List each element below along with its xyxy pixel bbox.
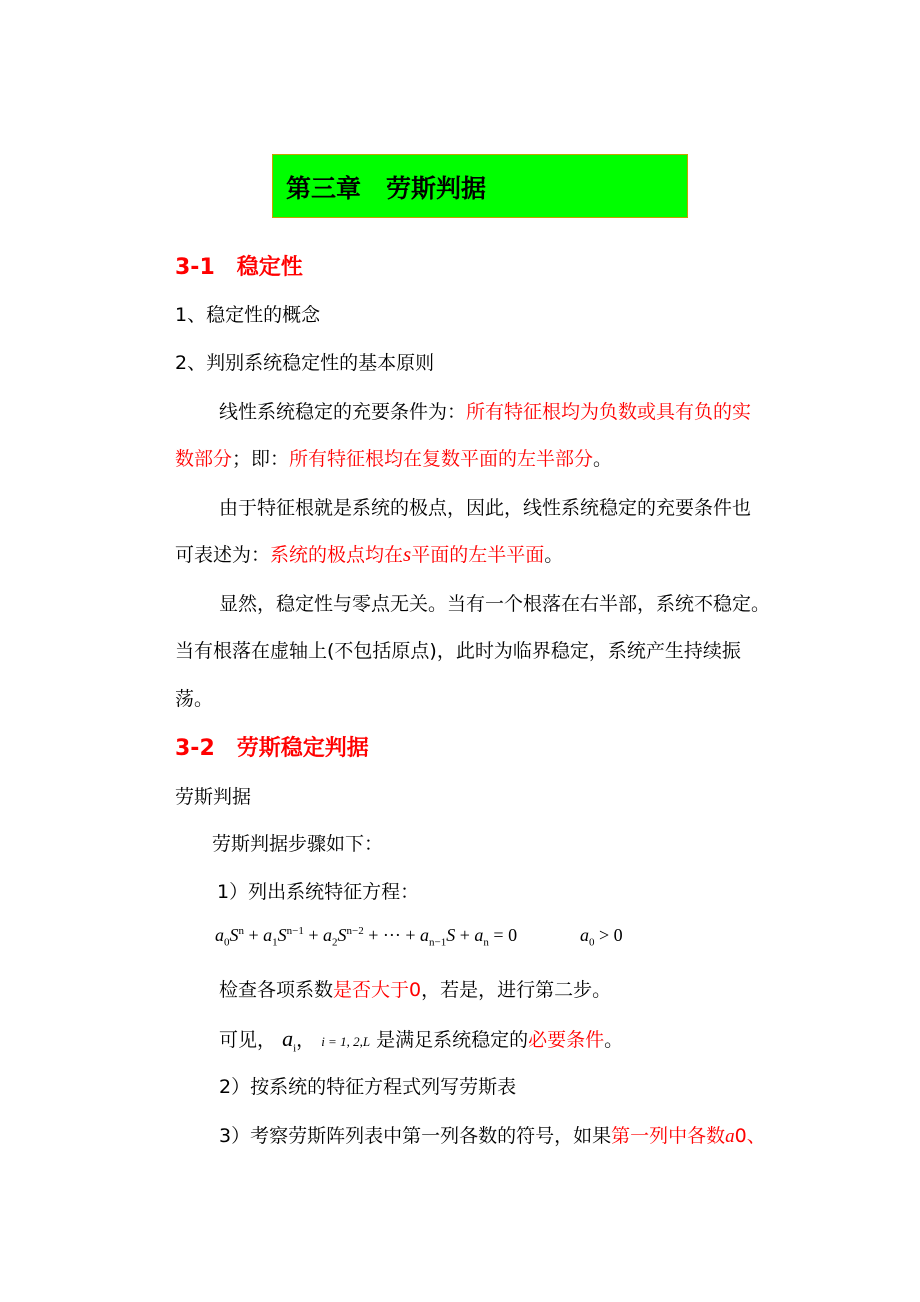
routh-label: 劳斯判据 bbox=[175, 786, 252, 808]
leading-coefficient-condition: $a_0 > 0$ bbox=[580, 925, 623, 949]
paragraph-3-line-1: 显然，稳定性与零点无关。当有一个根落在右半部，系统不稳定。 bbox=[219, 593, 771, 615]
paragraph-3-line-3: 荡。 bbox=[175, 688, 214, 710]
check-coefficients: 检查各项系数是否大于0，若是，进行第二步。 bbox=[219, 979, 612, 1001]
characteristic-equation: $a_0S^n + a_1S^{n-1} + a_2S^{n-2}$ + ··· + $a_{n-1}S + a_n = 0$ bbox=[215, 925, 518, 949]
chapter-title: 第三章 劳斯判据 bbox=[286, 174, 487, 203]
step-2: 2）按系统的特征方程式列写劳斯表 bbox=[219, 1076, 517, 1098]
section-3-1-heading: 3-1 稳定性 bbox=[175, 255, 303, 280]
section-3-2-heading: 3-2 劳斯稳定判据 bbox=[175, 736, 369, 761]
chapter-title-box bbox=[272, 154, 688, 218]
paragraph-2-line-2: 可表述为：系统的极点均在s平面的左半平面。 bbox=[175, 542, 564, 566]
step-1: 1）列出系统特征方程： bbox=[217, 881, 420, 903]
necessary-condition-line: 可见， $a_i$， i = 1, 2,L 是满足系统稳定的必要条件。 bbox=[219, 1026, 624, 1055]
paragraph-1-line-2: 数部分；即：所有特征根均在复数平面的左半部分。 bbox=[175, 448, 613, 470]
item-1: 1、稳定性的概念 bbox=[175, 304, 321, 326]
paragraph-1-line-1: 线性系统稳定的充要条件为：所有特征根均为负数或具有负的实 bbox=[219, 401, 752, 423]
step-3: 3）考察劳斯阵列表中第一列各数的符号，如果第一列中各数a0、 bbox=[219, 1125, 766, 1147]
paragraph-2-line-1: 由于特征根就是系统的极点，因此，线性系统稳定的充要条件也 bbox=[219, 497, 752, 519]
steps-intro: 劳斯判据步骤如下： bbox=[212, 833, 384, 855]
item-2: 2、判别系统稳定性的基本原则 bbox=[175, 352, 435, 374]
paragraph-3-line-2: 当有根落在虚轴上(不包括原点)，此时为临界稳定，系统产生持续振 bbox=[175, 640, 741, 662]
